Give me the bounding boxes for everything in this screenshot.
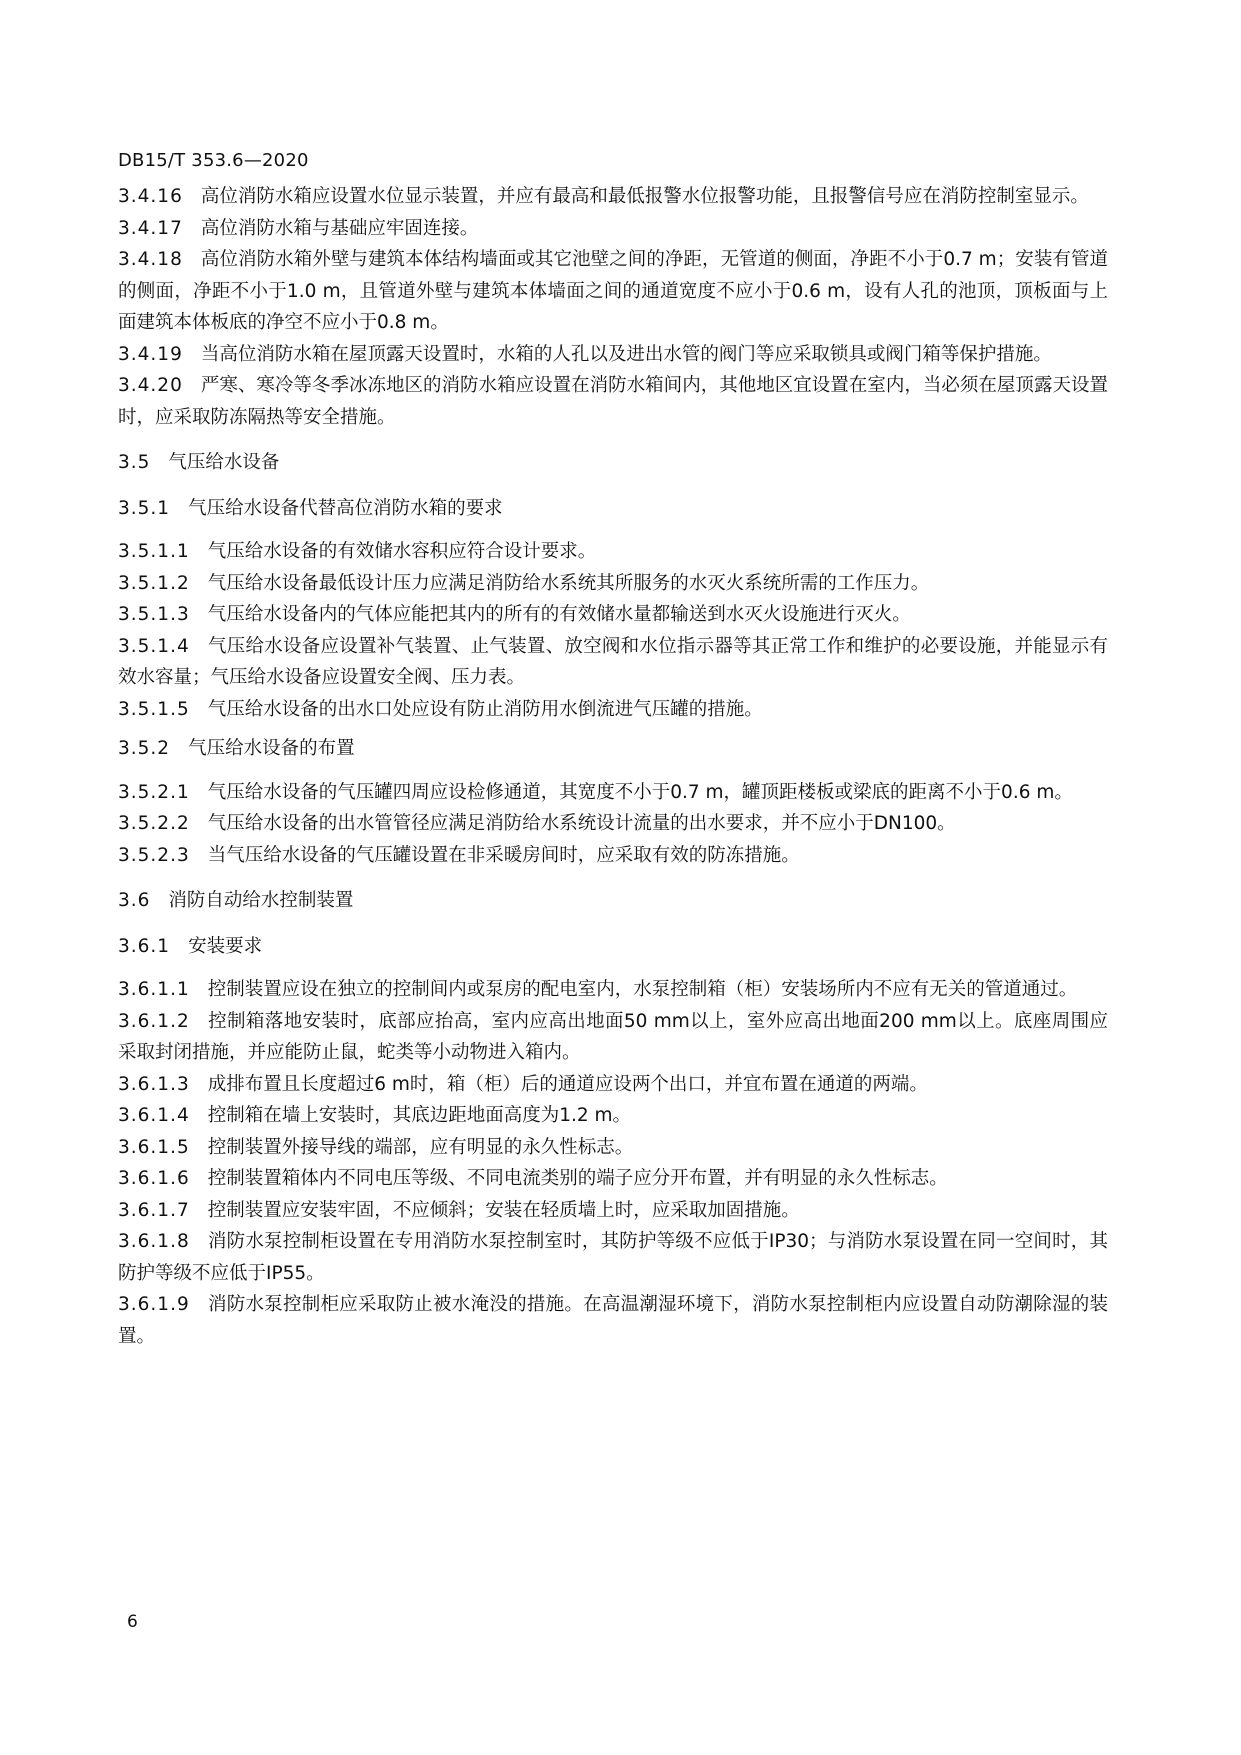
clause-3-4-16	[118, 181, 1108, 213]
clause-number: 3.6.1.4	[118, 1105, 190, 1126]
section-heading-3-6	[118, 885, 1108, 917]
clause-number: 3.6.1.8	[118, 1231, 190, 1252]
clause-text: 当高位消防水箱在屋顶露天设置时，水箱的人孔以及进出水管的阀门等应采取锁具或阀门箱等保护措施。	[200, 343, 1052, 365]
clause-number: 3.6.1.7	[118, 1199, 190, 1221]
clause-3-5-2-2	[118, 808, 1108, 840]
clause-text: 气压给水设备最低设计压力应满足消防给水系统其所服务的水灭火系统所需的工作压力。	[207, 572, 930, 594]
clause-number: 3.4.18	[118, 249, 183, 270]
clause-text: 控制箱在墙上安装时，其底边距地面高度为1.2 m。	[207, 1105, 632, 1126]
document-body	[118, 181, 1108, 1352]
clause-text: 控制箱落地安装时，底部应抬高，室内应高出地面50 mm以上，室外应高出地面200 mm以上。底座周围应采取封闭措施，并应能防止鼠，蛇类等小动物进入箱内。	[118, 1010, 1108, 1063]
document-id: DB15/T 353.6—2020	[118, 150, 309, 171]
section-number: 3.5	[118, 452, 151, 473]
clause-text: 控制装置应设在独立的控制间内或泵房的配电室内，水泵控制箱（柜）安装场所内不应有无关的管道通过。	[207, 979, 1078, 1000]
clause-number: 3.5.2.3	[118, 844, 190, 866]
clause-number: 3.5.1.2	[118, 572, 190, 594]
clause-text: 气压给水设备的有效储水容积应符合设计要求。	[207, 541, 597, 562]
clause-text: 消防水泵控制柜设置在专用消防水泵控制室时，其防护等级不应低于IP30；与消防水泵设置在同一空间时，其防护等级不应低于IP55。	[118, 1231, 1108, 1284]
clause-number: 3.6.1.9	[118, 1294, 190, 1315]
section-title: 消防自动给水控制装置	[168, 890, 354, 911]
section-number: 3.6.1	[118, 935, 171, 957]
clause-number: 3.6.1.6	[118, 1168, 190, 1189]
clause-number: 3.5.1.4	[118, 635, 190, 657]
clause-3-4-20	[118, 370, 1108, 433]
clause-text: 气压给水设备的出水管管径应满足消防给水系统设计流量的出水要求，并不应小于DN100。	[207, 813, 956, 834]
clause-text: 气压给水设备的气压罐四周应设检修通道，其宽度不小于0.7 m，罐顶距楼板或梁底的距离不小于0.6 m。	[207, 781, 1073, 803]
subsection-heading-3-5-1	[118, 493, 1108, 525]
clause-text: 高位消防水箱应设置水位显示装置，并应有最高和最低报警水位报警功能，且报警信号应在消防控制室显示。	[200, 186, 1089, 207]
clause-3-5-1-1	[118, 536, 1108, 568]
section-number: 3.5.2	[118, 738, 171, 759]
clause-text: 控制装置箱体内不同电压等级、不同电流类别的端子应分开布置，并有明显的永久性标志。	[207, 1168, 948, 1189]
clause-number: 3.6.1.5	[118, 1136, 190, 1158]
subsection-heading-3-6-1	[118, 931, 1108, 963]
clause-number: 3.5.2.1	[118, 781, 190, 803]
clause-3-4-19	[118, 339, 1108, 371]
clause-text: 高位消防水箱外壁与建筑本体结构墙面或其它池壁之间的净距，无管道的侧面，净距不小于0.7 m；安装有管道的侧面，净距不小于1.0 m，且管道外壁与建筑本体墙面之间的通道宽度不应小于0.6 m，设有人孔的池顶，顶板面与上面建筑本体板底的净空不应小于0.8 m。	[118, 249, 1108, 333]
clause-3-6-1-9	[118, 1289, 1108, 1352]
clause-3-5-2-1	[118, 777, 1108, 809]
clause-number: 3.5.1.1	[118, 541, 190, 562]
section-title: 气压给水设备	[168, 452, 280, 473]
section-heading-3-5	[118, 447, 1108, 479]
clause-text: 气压给水设备的出水口处应设有防止消防用水倒流进气压罐的措施。	[207, 698, 763, 720]
clause-3-6-1-6	[118, 1163, 1108, 1195]
section-number: 3.5.1	[118, 497, 171, 519]
clause-3-5-2-3	[118, 840, 1108, 872]
clause-text: 高位消防水箱与基础应牢固连接。	[200, 217, 479, 239]
clause-text: 气压给水设备应设置补气装置、止气装置、放空阀和水位指示器等其正常工作和维护的必要设施，并能显示有效水容量；气压给水设备应设置安全阀、压力表。	[118, 635, 1108, 688]
clause-text: 消防水泵控制柜应采取防止被水淹没的措施。在高温潮湿环境下，消防水泵控制柜内应设置自动防潮除湿的装置。	[118, 1294, 1108, 1347]
clause-text: 控制装置应安装牢固，不应倾斜；安装在轻质墙上时，应采取加固措施。	[207, 1199, 800, 1221]
clause-text: 控制装置外接导线的端部，应有明显的永久性标志。	[207, 1136, 634, 1158]
clause-text: 严寒、寒冷等冬季冰冻地区的消防水箱应设置在消防水箱间内，其他地区宜设置在室内，当必须在屋顶露天设置时，应采取防冻隔热等安全措施。	[118, 375, 1108, 428]
clause-number: 3.5.2.2	[118, 813, 190, 834]
clause-3-4-18	[118, 244, 1108, 339]
section-title: 安装要求	[188, 935, 263, 957]
clause-text: 气压给水设备内的气体应能把其内的所有的有效储水量都输送到水灭火设施进行灭火。	[207, 604, 911, 625]
clause-3-6-1-4	[118, 1100, 1108, 1132]
clause-text: 成排布置且长度超过6 m时，箱（柜）后的通道应设两个出口，并宜布置在通道的两端。	[207, 1073, 928, 1095]
clause-number: 3.6.1.2	[118, 1010, 190, 1032]
clause-text: 当气压给水设备的气压罐设置在非采暖房间时，应采取有效的防冻措施。	[207, 844, 800, 866]
clause-3-6-1-2	[118, 1006, 1108, 1069]
clause-3-6-1-5	[118, 1132, 1108, 1164]
clause-number: 3.4.19	[118, 343, 183, 365]
page-number: 6	[127, 1612, 138, 1632]
clause-3-6-1-3	[118, 1069, 1108, 1101]
clause-3-6-1-8	[118, 1226, 1108, 1289]
clause-3-6-1-7	[118, 1195, 1108, 1227]
clause-number: 3.5.1.3	[118, 604, 190, 625]
clause-3-6-1-1	[118, 974, 1108, 1006]
clause-3-5-1-2	[118, 568, 1108, 600]
clause-3-5-1-3	[118, 599, 1108, 631]
section-number: 3.6	[118, 890, 151, 911]
subsection-heading-3-5-2	[118, 733, 1108, 765]
clause-number: 3.6.1.1	[118, 979, 190, 1000]
clause-number: 3.4.17	[118, 217, 183, 239]
clause-number: 3.4.16	[118, 186, 183, 207]
clause-number: 3.5.1.5	[118, 698, 190, 720]
clause-number: 3.4.20	[118, 375, 183, 396]
clause-3-4-17	[118, 213, 1108, 245]
clause-3-5-1-5	[118, 694, 1108, 726]
section-title: 气压给水设备代替高位消防水箱的要求	[188, 497, 503, 519]
section-title: 气压给水设备的布置	[188, 738, 355, 759]
clause-3-5-1-4	[118, 631, 1108, 694]
clause-number: 3.6.1.3	[118, 1073, 190, 1095]
